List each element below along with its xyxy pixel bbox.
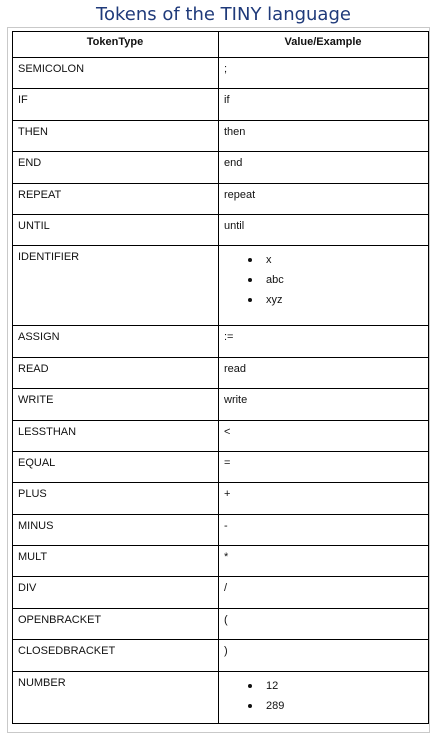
list-item: • abc: [262, 270, 422, 290]
token-type-cell: CLOSEDBRACKET: [13, 640, 219, 671]
table-row: [13, 58, 429, 89]
token-value-cell: ;: [219, 58, 429, 89]
token-value-cell: *: [219, 546, 429, 577]
token-type-cell: OPENBRACKET: [13, 608, 219, 639]
token-value-cell: read: [219, 357, 429, 388]
token-type-cell: MINUS: [13, 514, 219, 545]
list-item: • x: [262, 250, 422, 270]
token-type-cell: REPEAT: [13, 183, 219, 214]
tokens-table: [12, 31, 429, 724]
token-value-cell: :=: [219, 326, 429, 357]
table-row: [13, 120, 429, 151]
table-row: [13, 546, 429, 577]
token-type-cell: DIV: [13, 577, 219, 608]
token-value-cell: (: [219, 608, 429, 639]
token-value-cell: end: [219, 152, 429, 183]
token-type-cell: PLUS: [13, 483, 219, 514]
token-value-cell: if: [219, 89, 429, 120]
token-type-cell: LESSTHAN: [13, 420, 219, 451]
token-type-cell: UNTIL: [13, 214, 219, 245]
token-type-cell: THEN: [13, 120, 219, 151]
number-examples-list: [224, 676, 422, 716]
table-row: [13, 357, 429, 388]
list-item: • 12: [262, 676, 422, 696]
token-value-cell: then: [219, 120, 429, 151]
table-row: [13, 389, 429, 420]
token-value-cell: <: [219, 420, 429, 451]
table-row: [13, 326, 429, 357]
token-value-cell: =: [219, 451, 429, 482]
token-value-cell: repeat: [219, 183, 429, 214]
list-item: • xyz: [262, 290, 422, 310]
identifier-examples-list: [224, 250, 422, 310]
table-row: [13, 214, 429, 245]
token-value-cell: [219, 671, 429, 723]
token-type-cell: IF: [13, 89, 219, 120]
token-type-cell: EQUAL: [13, 451, 219, 482]
token-type-cell: READ: [13, 357, 219, 388]
token-value-cell: -: [219, 514, 429, 545]
token-value-cell: until: [219, 214, 429, 245]
page-title: Tokens of the TINY language: [96, 4, 351, 25]
table-row: [13, 183, 429, 214]
token-type-cell: END: [13, 152, 219, 183]
token-type-cell: IDENTIFIER: [13, 246, 219, 326]
token-type-cell: MULT: [13, 546, 219, 577]
header-tokentype: TokenType: [13, 32, 219, 58]
table-row: [13, 608, 429, 639]
table-header-row: [13, 32, 429, 58]
token-type-cell: NUMBER: [13, 671, 219, 723]
table-row: [13, 483, 429, 514]
token-value-cell: ): [219, 640, 429, 671]
token-type-cell: SEMICOLON: [13, 58, 219, 89]
token-value-cell: +: [219, 483, 429, 514]
token-value-cell: [219, 246, 429, 326]
table-row: [13, 514, 429, 545]
token-value-cell: /: [219, 577, 429, 608]
table-row: [13, 451, 429, 482]
token-type-cell: ASSIGN: [13, 326, 219, 357]
table-row: [13, 152, 429, 183]
table-row: [13, 420, 429, 451]
token-value-cell: write: [219, 389, 429, 420]
table-row: [13, 246, 429, 326]
list-item: • 289: [262, 696, 422, 716]
table-row: [13, 640, 429, 671]
header-value-example: Value/Example: [219, 32, 429, 58]
token-type-cell: WRITE: [13, 389, 219, 420]
table-row: [13, 577, 429, 608]
table-row: [13, 671, 429, 723]
table-row: [13, 89, 429, 120]
